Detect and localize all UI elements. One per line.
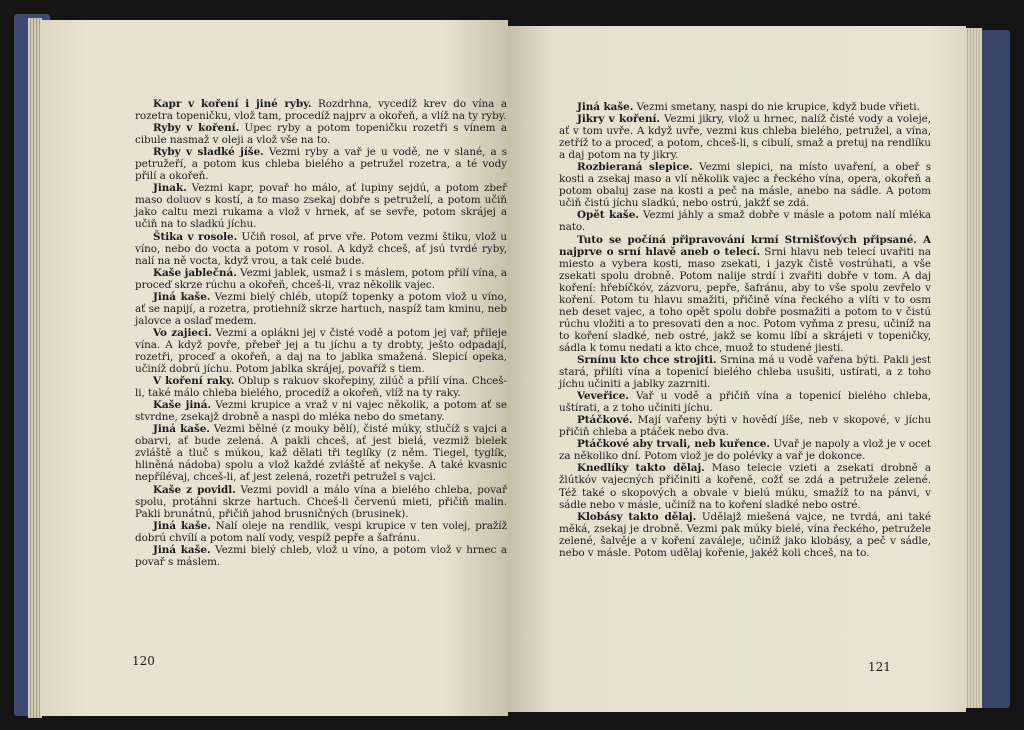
recipe-paragraph — [135, 146, 507, 182]
recipe-text: Mají vařeny býti v hovědí jíše, neb v skopové, v jíchu přičiň chleba a ptáček nebo dva. — [559, 414, 931, 439]
recipe-text: Vezmi bielý chleb, vlož u víno, a potom vlož v hrnec a povař s máslem. — [135, 543, 507, 568]
recipe-paragraph — [559, 390, 931, 414]
recipe-text: Vezmi krupice a vraž v ni vajec několik, a potom ať se stvrdne, zsekajž drobně a naspi do mléka nebo do smetany. — [135, 399, 507, 424]
recipe-paragraph — [559, 438, 931, 462]
recipe-title: Jikry v koření. — [577, 113, 660, 126]
recipe-paragraph — [559, 113, 931, 161]
page-number-right: 121 — [868, 660, 891, 674]
recipe-title: Knedlíky takto dělaj. — [577, 462, 705, 475]
recipe-title: Opět kaše. — [577, 209, 639, 222]
recipe-paragraph — [135, 544, 507, 568]
recipe-paragraph — [559, 354, 931, 390]
recipe-text: Vezmi ryby a vař je u vodě, ne v slané, a s petružeří, a potom kus chleba bielého a petružel rozetra, a té vody přilí a okořeň. — [135, 146, 507, 183]
recipe-title: Rozbieraná slepice. — [577, 161, 693, 174]
recipe-paragraph — [559, 161, 931, 209]
recipe-text: Oblup s rakuov skořepiny, zilúč a přilí vína. Chceš-li, také málo chleba bielého, procedíž a okořeň, vlíž na ty raky. — [135, 375, 507, 400]
recipe-title: Ryby v sladké jíše. — [153, 146, 264, 159]
recipe-text: Upec ryby a potom topeničku rozetři s vínem a cibule nasmaž v oleji a vlož vše na to. — [135, 122, 507, 147]
recipe-paragraph — [135, 291, 507, 327]
recipe-title: Veveřice. — [577, 390, 629, 403]
recipe-paragraph — [559, 101, 931, 113]
recipe-text: Vezmi jikry, vlož u hrnec, nalíž čisté vody a voleje, ať v tom uvře. A když uvře, vezmi kus chleba bielého, petružel, a vína, zetříž to a proceď, a potom, chceš-li, s cibulí, smaž a pretuj na rendlíku a daj potom na ty jikry. — [559, 113, 931, 162]
recipe-text: Srnina má u vodě vařena býti. Pakli jest stará, přilíti vína a topenicí bielého chleba usušiti, ustírati, a z toho jíchu učiniti a jablky zazrniti. — [559, 353, 931, 391]
recipe-paragraph — [559, 462, 931, 510]
recipe-text: Vezmi smetany, naspi do nie krupice, když bude vřieti. — [636, 101, 920, 113]
recipe-title: Klobásy takto dělaj. — [577, 510, 697, 523]
recipe-text: Maso telecie vzieti a zsekati drobně a žlútkóv vajecných přičiniti a kořeně, cožť se zdá a petružele zelené. Též také o skopových a obvale v bielú múku, smažíž to na pánvi, v sádle nebo v másle, učiníž na to koření sladké nebo ostré. — [559, 462, 931, 511]
recipe-text: Vezmi slepici, na místo uvaření, a obeř s kosti a zsekaj maso a vlí několik vajec a řeckého vína, opera, okořeň a potom obaluj zase na kosti a peč na másle, anebo na sádle. A potom učiň čistú jíchu sladkú, nebo ostrú, jakžť se zdá. — [559, 161, 931, 210]
recipe-paragraph — [135, 399, 507, 423]
recipe-title: Kaše jiná. — [153, 399, 212, 412]
recipe-paragraph — [559, 209, 931, 233]
recipe-paragraph — [559, 234, 931, 354]
recipe-paragraph — [135, 182, 507, 230]
recipe-title: Jiná kaše. — [153, 423, 210, 436]
recipe-title: Štika v rosole. — [153, 230, 238, 243]
recipe-text: Vezmi bielý chléb, utopíž topenky a potom vlož u víno, ať se napijí, a rozetra, protiehníž skrze hartuch, naspíž tam kminu, neb jalovce a oslaď medem. — [135, 290, 507, 327]
recipe-text: Vezmi jáhly a smaž dobře v másle a potom nalí mléka nato. — [559, 209, 931, 234]
recipe-title: Ryby v koření. — [153, 122, 240, 135]
recipe-title: Jiná kaše. — [153, 543, 211, 556]
recipe-title: Jiná kaše. — [153, 519, 211, 532]
recipe-title: Ptáčkové aby trvali, neb kuřence. — [577, 438, 770, 451]
recipe-paragraph — [559, 414, 931, 438]
recipe-text: Vezmi a oplákni jej v čisté vodě a potom jej vař, přileje vína. A když povře, přebeř jej a tu jíchu a ty drobty, ješto odpadají, rozetři, proceď a okořeň, a daj na to jablka smažená. Slepicí opeka, učiníž dobrú jíchu. Potom jablka skrájej, povaříž s tiem. — [135, 326, 507, 376]
recipe-title: Vo zajieci. — [153, 326, 212, 339]
page-number-left: 120 — [132, 654, 155, 668]
recipe-title: Kaše jablečná. — [153, 266, 237, 279]
recipe-text: Učiň rosol, ať prve vře. Potom vezmi štiku, vlož u víno, nebo do vocta a potom v rosol. A když chceš, ať jsú tvrdé ryby, nalí na ně vocta, když vrou, a tak celé bude. — [135, 230, 507, 267]
recipe-title: Tuto se počíná připravování krmí Strnišťových připsané. A najprve o srní hlavě aneb o telecí. — [559, 233, 931, 258]
recipe-title: Srnínu kto chce strojiti. — [577, 353, 717, 366]
recipe-paragraph — [135, 520, 507, 544]
right-page-text — [559, 101, 931, 559]
recipe-paragraph — [135, 122, 507, 146]
recipe-text: Vezmi kapr, povař ho málo, ať lupiny sejdú, a potom zbeř maso doluov s kostí, a to maso zsekaj dobře s petruželí, a potom učiň jako caltu mezi rukama a vlož v hrnek, ať se sevře, potom skrájej a učiň na to sladkú jíchu. — [135, 182, 507, 231]
recipe-title: V koření raky. — [153, 375, 235, 388]
recipe-text: Uvař je napoly a vlož je v ocet za několiko dní. Potom vlož je do polévky a vař je dokonce. — [559, 438, 931, 463]
recipe-paragraph — [135, 327, 507, 375]
recipe-paragraph — [135, 375, 507, 399]
recipe-text: Vař u vodě a přičiň vína a topenicí bielého chleba, uštírati, a z toho učiniti jíchu. — [559, 390, 931, 415]
recipe-title: Jiná kaše. — [577, 101, 634, 113]
recipe-paragraph — [135, 267, 507, 291]
recipe-title: Jinak. — [153, 182, 187, 195]
recipe-paragraph — [135, 98, 507, 122]
recipe-text: Rozdrhna, vycedíž krev do vína a rozetra topeničku, vlož tam, procedíž najprv a okořeň, a vlíž na ty ryby. — [135, 98, 507, 123]
recipe-text: Vezmi jablek, usmaž i s máslem, potom přilí vína, a proceď skrze rúchu a okořeň, chceš-li, vraz několik vajec. — [135, 266, 507, 291]
recipe-text: Udělajž miešená vajce, ne tvrdá, ani také měká, zsekaj je drobně. Vezmi pak múky bielé, vína řeckého, petružele zelené, šalvěje a v koření zaváleje, učiníž jako klobásy, a peč v sádle, nebo v másle. Potom udělaj kořenie, jakéž koli chceš, na to. — [559, 510, 931, 559]
recipe-paragraph — [135, 423, 507, 483]
recipe-title: Ptáčkové. — [577, 414, 633, 427]
recipe-title: Jiná kaše. — [153, 290, 211, 303]
left-page — [40, 20, 508, 716]
recipe-text: Vezmi bělné (z mouky bělí), čisté múky, stlučíž s vajci a obarvi, ať bude zelená. A pakli chceš, ať jest bielá, vezmiž bielek zvláště a tluč s múkou, kaž dělati tři teglíky (z něm. Tiegel, tyglík, hliněná nádoba) spolu a vlož každé zvláště ať nekyše. A také kvasnic nepřílévaj, chceš-li, ať jest zelená, rozetři petružel s vajci. — [135, 423, 507, 484]
recipe-paragraph — [135, 231, 507, 267]
recipe-paragraph — [135, 484, 507, 520]
left-page-text — [135, 98, 507, 568]
book-cover-right — [980, 30, 1010, 708]
recipe-text: Nalí oleje na rendlik, vespi krupice v ten volej, pražíž dobrú chvílí a potom nalí vody, vespíž pepře a šafránu. — [135, 519, 507, 544]
recipe-paragraph — [559, 511, 931, 559]
right-page — [508, 26, 966, 712]
recipe-title: Kapr v koření i jiné ryby. — [153, 98, 312, 110]
recipe-title: Kaše z povidl. — [153, 483, 236, 496]
recipe-text: Vezmi povidl a málo vína a bielého chleba, povař spolu, protáhni skrze hartuch. Chceš-li červenú mieti, přičiň malin. Pakli brunátnú, přičiň jahod brusničných (brusinek). — [135, 483, 507, 520]
recipe-text: Srni hlavu neb telecí uvařiti na miesto a vybera kosti, maso zsekati, i jazyk čistě vostrúhati, a vše zsekati spolu drobně. Potom nalije strdí i zvařiti dobře v tom. A daj koření: hřebíčkóv, zázvoru, pepře, šafránu, aby to vše spolu zevřelo v koření. Potom tu hlavu smažiti, přičině vína řeckého a vlíti v to osm neb deset vajec, a toho opět spolu dobře posmažiti a potom to v čistú rúchu vložiti a to presovati den a noc. Potom vyňma z presu, učiníž na to koření sladké, neb ostré, jakž se komu líbí a skrájeti v topeničky, sádla k tomu nedati a kto chce, muož to studené jiesti. — [559, 245, 931, 354]
